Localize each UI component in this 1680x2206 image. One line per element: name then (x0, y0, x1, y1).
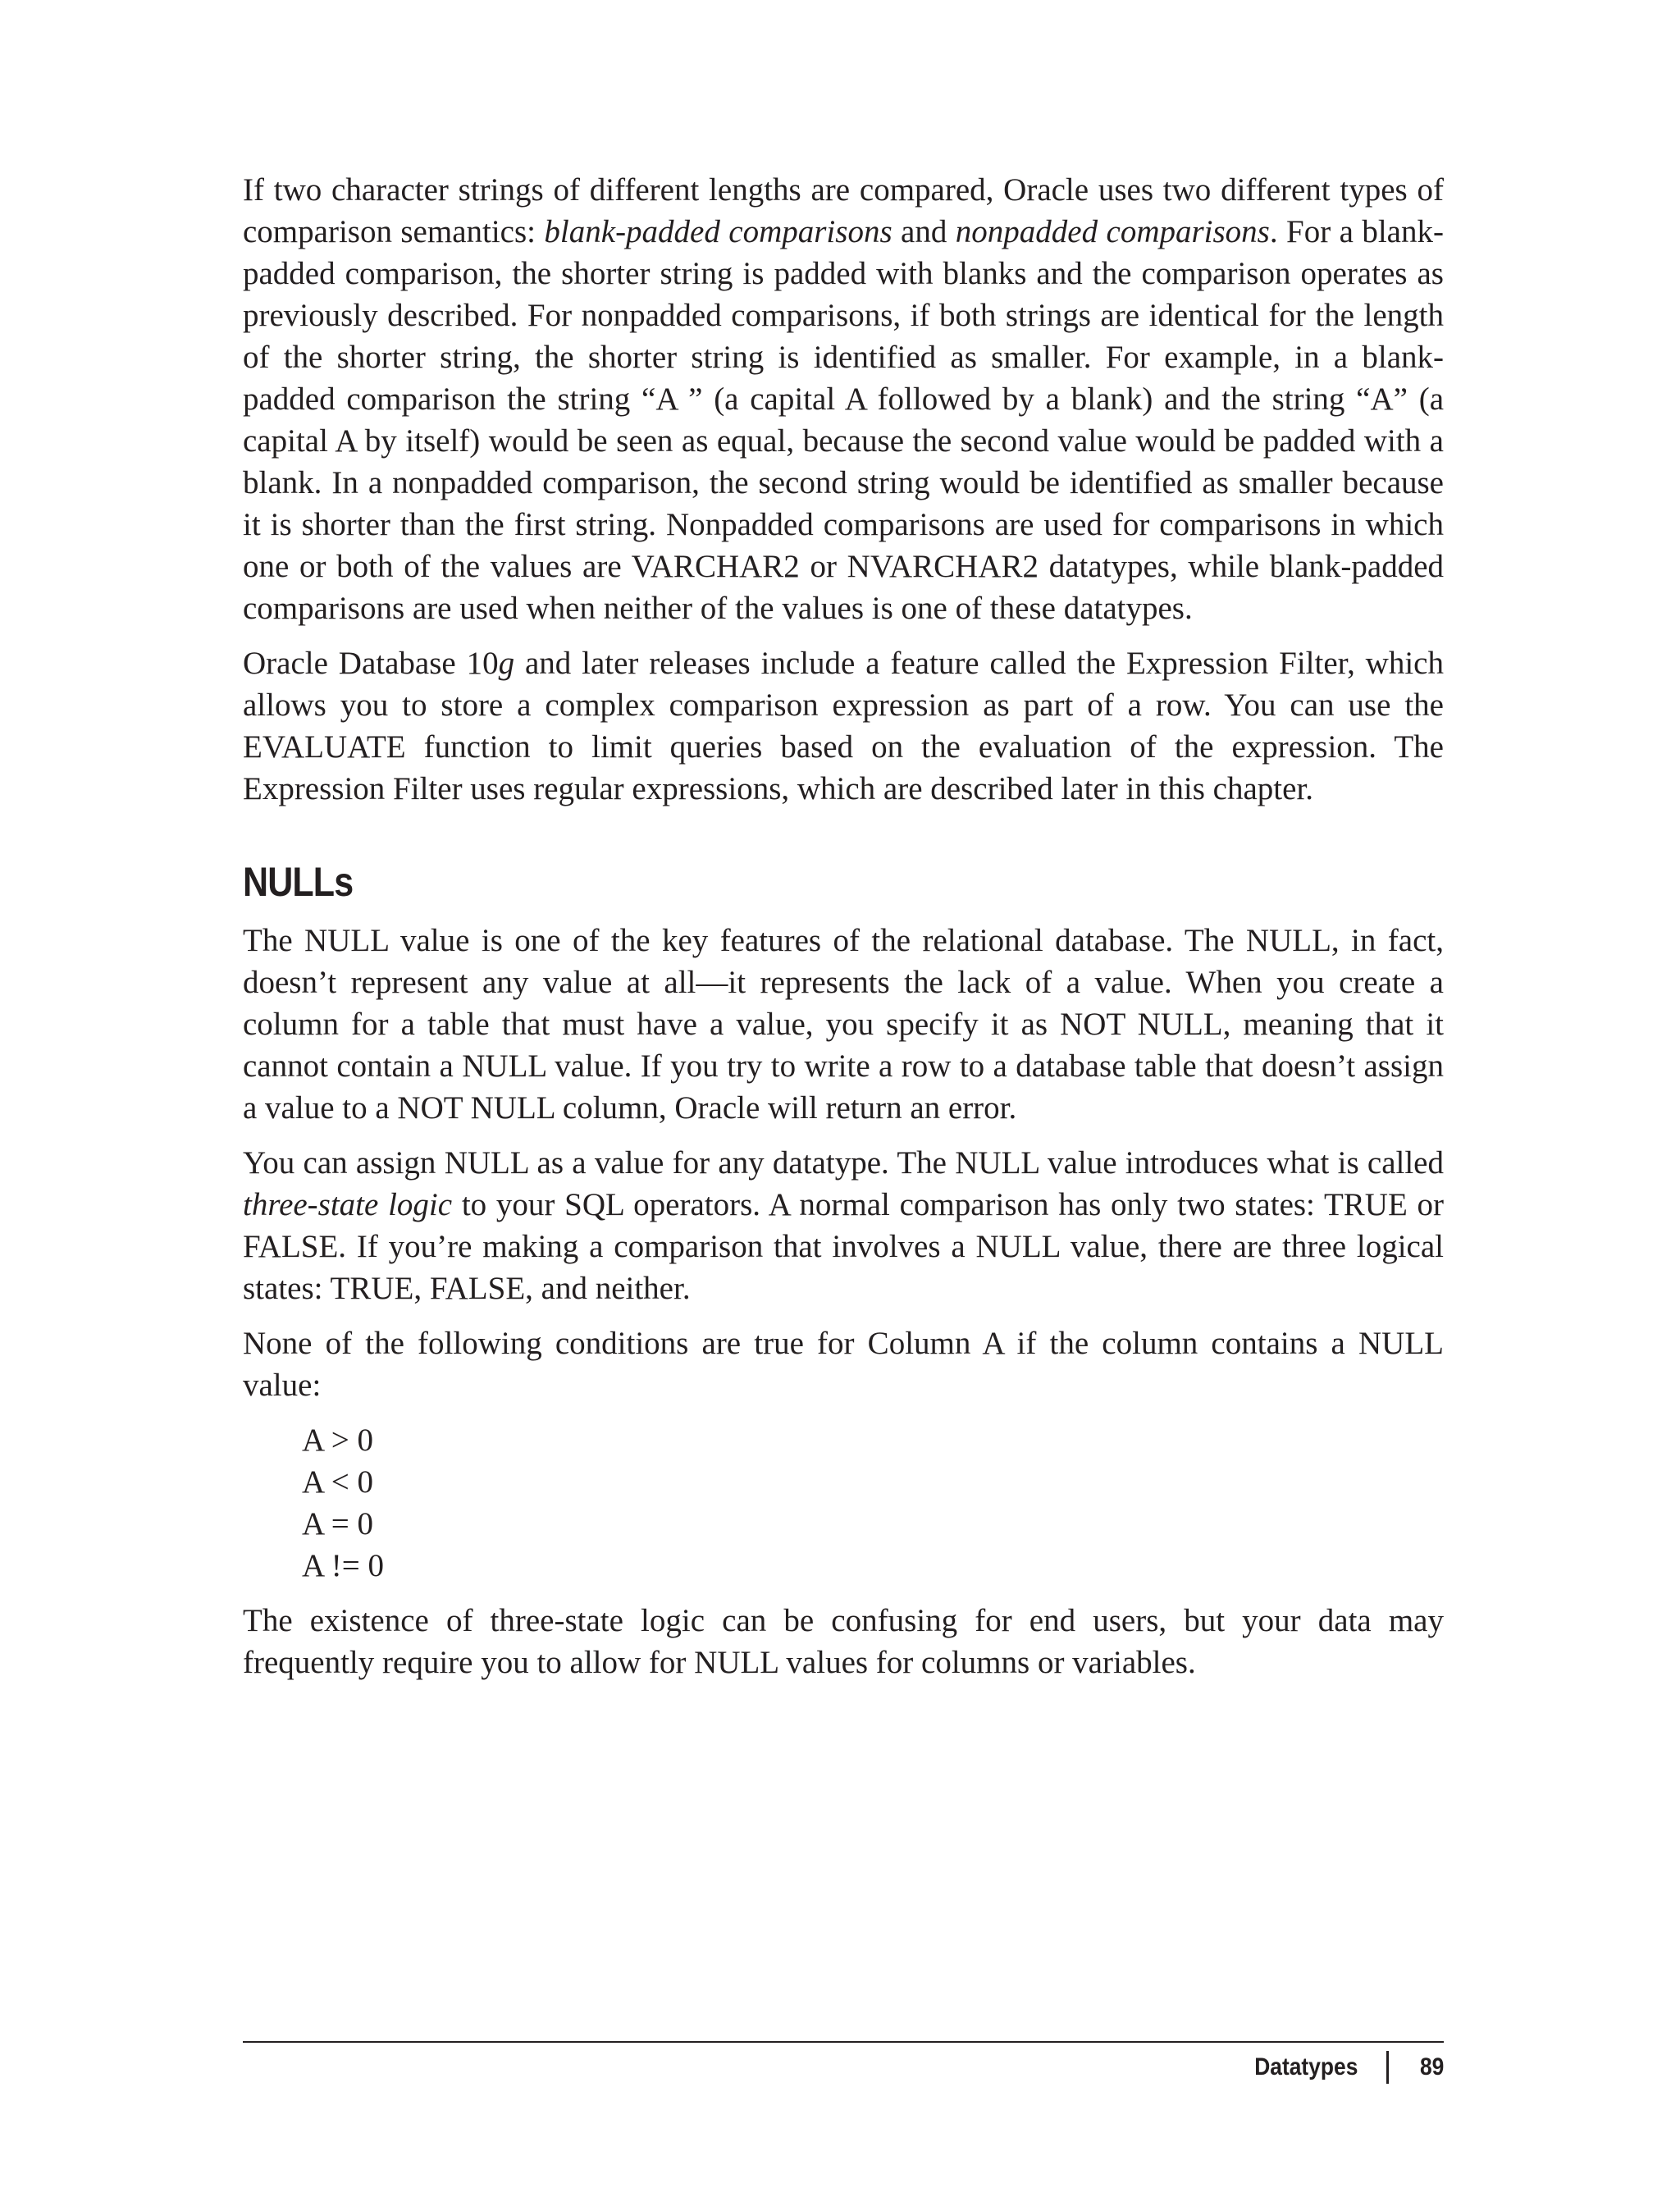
paragraph-conclusion: The existence of three-state logic can be confusing for end users, but your data may frequently require you to allow for NULL values for columns or variables. (243, 1603, 1444, 1680)
footer-chapter-title: Datatypes (1254, 2053, 1358, 2080)
paragraph-text: You can assign NULL as a value for any datatype. The NULL value introduces what is called (243, 1145, 1444, 1181)
paragraph-three-state-logic (243, 1142, 1444, 1309)
paragraph-comparison-semantics (243, 169, 1444, 629)
italic-term-three-state-logic: three-state logic (243, 1187, 453, 1222)
paragraph-text: and (892, 214, 956, 249)
condition-item: A > 0 (302, 1423, 374, 1458)
paragraph-text: and later releases include a feature called the Expression Filter, which allows you to store a complex comparison expression as part of a row. You can use the EVALUATE function to limit queries based on the evaluation of the expression. The Expression Filter uses regular expressions, which are described later in this chapter. (243, 646, 1444, 806)
footer-separator (1386, 2051, 1389, 2084)
footer-page-number: 89 (1419, 2053, 1444, 2080)
italic-term-nonpadded: nonpadded comparisons (955, 214, 1270, 249)
italic-term-blank-padded: blank-padded comparisons (544, 214, 892, 249)
page-footer (1240, 2051, 1444, 2084)
condition-list (302, 1419, 1444, 1587)
paragraph-text: . For a blank-padded comparison, the shorter string is padded with blanks and the comparison operates as previously described. For nonpadded comparisons, if both strings are identical for the length of the shorter string, the shorter string is identified as smaller. For example, in a blank-padded comparison the string “A ” (a capital A followed by a blank) and the string “A” (a capital A by itself) would be seen as equal, because the second value would be padded with a blank. In a nonpadded comparison, the second string would be identified as smaller because it is shorter than the first string. Nonpadded comparisons are used for comparisons in which one or both of the values are VARCHAR2 or NVARCHAR2 datatypes, while blank-padded comparisons are used when neither of the values is one of these datatypes. (243, 214, 1444, 626)
footer-divider (243, 2041, 1444, 2043)
page-content (243, 169, 1444, 1697)
paragraph-text: Oracle Database 10 (243, 646, 499, 681)
condition-item: A != 0 (302, 1548, 384, 1583)
condition-item: A = 0 (302, 1506, 374, 1541)
paragraph-expression-filter (243, 642, 1444, 810)
paragraph-conditions-intro: None of the following conditions are true for Column A if the column contains a NULL value: (243, 1326, 1444, 1403)
italic-version-suffix: g (498, 646, 515, 681)
section-heading-nulls: NULLs (243, 859, 354, 905)
condition-item: A < 0 (302, 1464, 374, 1500)
paragraph-null-value: The NULL value is one of the key features of the relational database. The NULL, in fact, doesn’t represent any value at all—it represents the lack of a value. When you create a column for a table that must have a value, you specify it as NOT NULL, meaning that it cannot contain a NULL value. If you try to write a row to a database table that doesn’t assign a value to a NOT NULL column, Oracle will return an error. (243, 923, 1444, 1126)
paragraph-text: to your SQL operators. A normal comparison has only two states: TRUE or FALSE. If you’re making a comparison that involves a NULL value, there are three logical states: TRUE, FALSE, and neither. (243, 1187, 1445, 1306)
paragraph-text: If two character strings of different lengths are compared, Oracle uses two different types of comparison semantics: (243, 172, 1444, 249)
